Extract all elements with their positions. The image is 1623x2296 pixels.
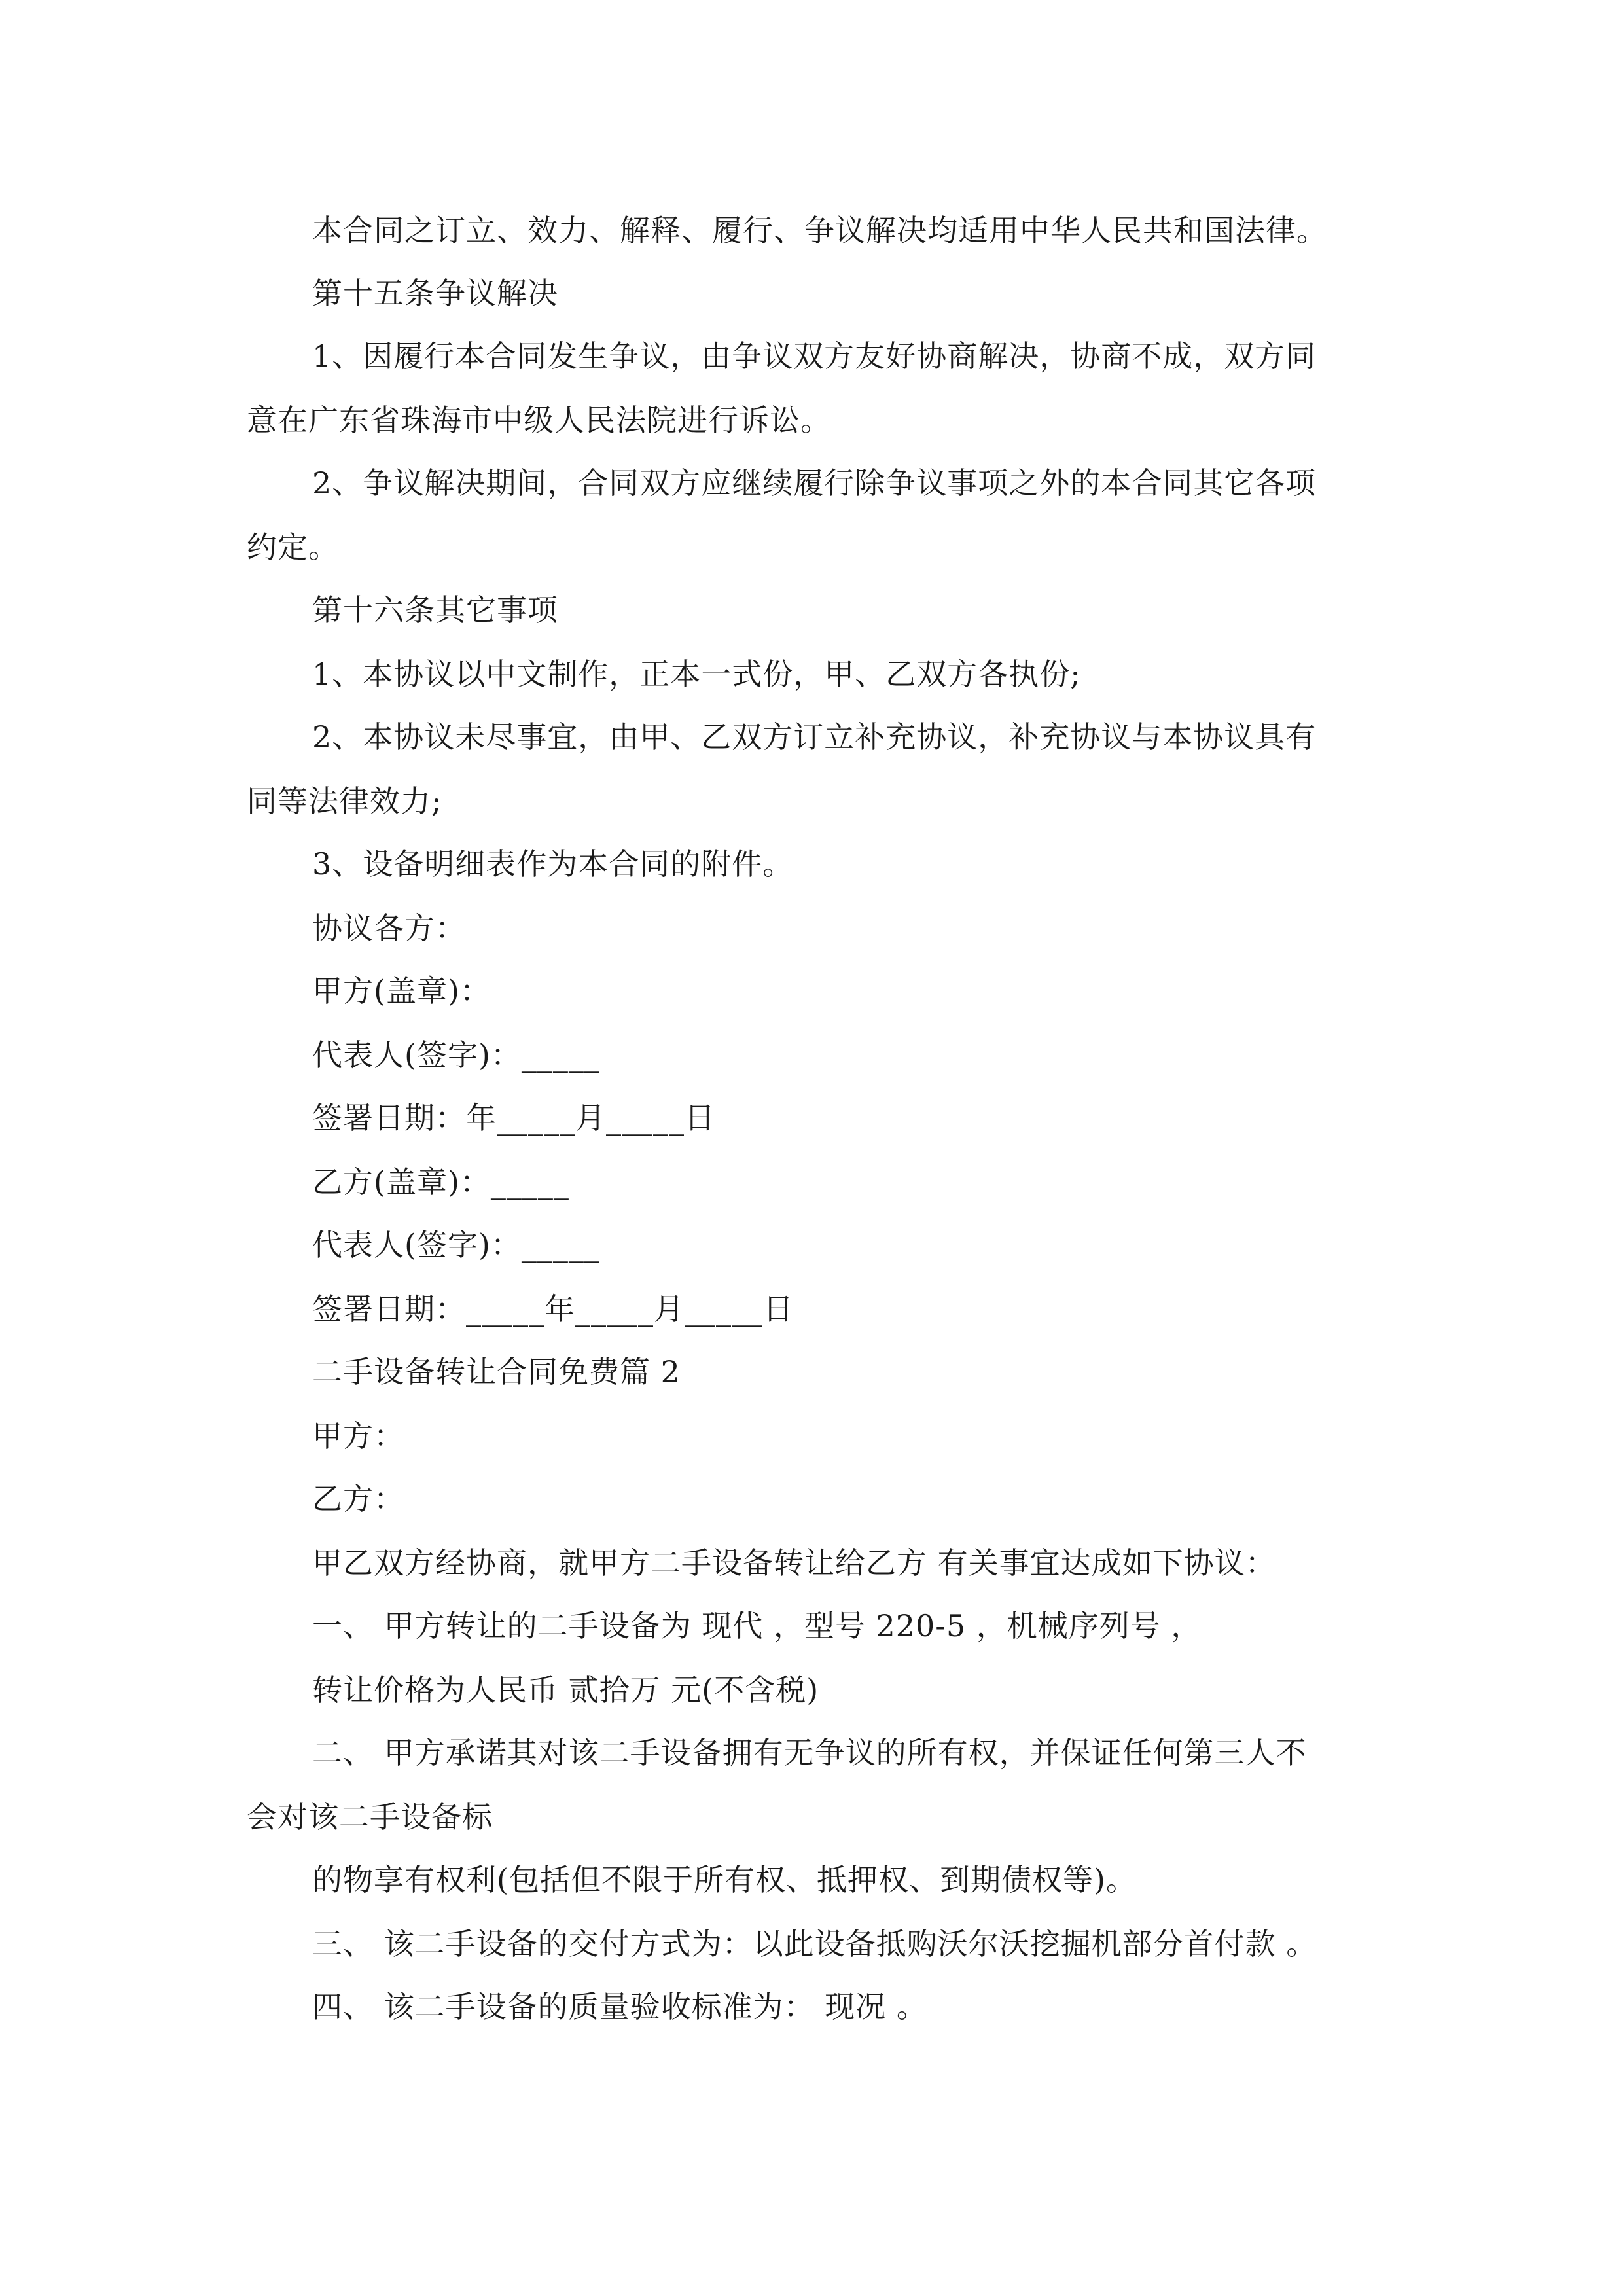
clause-16-2-line-1: 2、本协议未尽事宜，由甲、乙双方订立补充协议，补充协议与本协议具有 [312, 719, 1317, 755]
clause-16-3: 3、设备明细表作为本合同的附件。 [312, 846, 794, 882]
contract-2-item-1-line-1: 一、 甲方转让的二手设备为 现代 ，型号 220-5 ，机械序列号 ， [312, 1608, 1202, 1643]
article-16-heading: 第十六条其它事项 [312, 592, 558, 628]
party-b-representative: 代表人(签字)：_____ [312, 1227, 600, 1263]
party-b-sign-date: 签署日期：_____年_____月_____日 [312, 1291, 794, 1327]
contract-2-title: 二手设备转让合同免费篇 2 [312, 1354, 681, 1390]
contract-2-preamble: 甲乙双方经协商，就甲方二手设备转让给乙方 有关事宜达成如下协议： [312, 1545, 1276, 1581]
contract-2-item-3: 三、 该二手设备的交付方式为：以此设备抵购沃尔沃挖掘机部分首付款 。 [312, 1926, 1317, 1962]
governing-law-text: 本合同之订立、效力、解释、履行、争议解决均适用中华人民共和国法律。 [312, 213, 1327, 248]
contract-2-party-a: 甲方： [312, 1418, 404, 1454]
contract-2-item-1-line-2: 转让价格为人民币 贰拾万 元(不含税) [312, 1672, 819, 1708]
contract-2-item-2-line-3: 的物享有权利(包括但不限于所有权、抵押权、到期债权等)。 [312, 1862, 1137, 1897]
contract-2-item-2-line-2: 会对该二手设备标 [247, 1799, 493, 1835]
contract-2-item-2-line-1: 二、 甲方承诺其对该二手设备拥有无争议的所有权，并保证任何第三人不 [312, 1735, 1307, 1770]
clause-15-1-line-2: 意在广东省珠海市中级人民法院进行诉讼。 [247, 403, 831, 438]
clause-16-1: 1、本协议以中文制作，正本一式份，甲、乙双方各执份; [312, 656, 1081, 692]
parties-heading: 协议各方： [312, 910, 466, 946]
clause-15-2-line-2: 约定。 [247, 529, 339, 565]
party-a-representative: 代表人(签字)：_____ [312, 1037, 600, 1073]
party-b-seal: 乙方(盖章)：_____ [312, 1164, 569, 1200]
article-15-heading: 第十五条争议解决 [312, 276, 558, 311]
party-a-sign-date: 签署日期：年_____月_____日 [312, 1100, 715, 1136]
party-a-seal: 甲方(盖章)： [312, 973, 491, 1009]
clause-15-2-line-1: 2、争议解决期间，合同双方应继续履行除争议事项之外的本合同其它各项 [312, 465, 1317, 501]
contract-2-item-4: 四、 该二手设备的质量验收标准为： 现况 。 [312, 1989, 927, 2024]
clause-16-2-line-2: 同等法律效力; [247, 783, 442, 819]
contract-2-party-b: 乙方： [312, 1481, 404, 1516]
clause-15-1-line-1: 1、因履行本合同发生争议，由争议双方友好协商解决，协商不成，双方同 [312, 338, 1317, 374]
